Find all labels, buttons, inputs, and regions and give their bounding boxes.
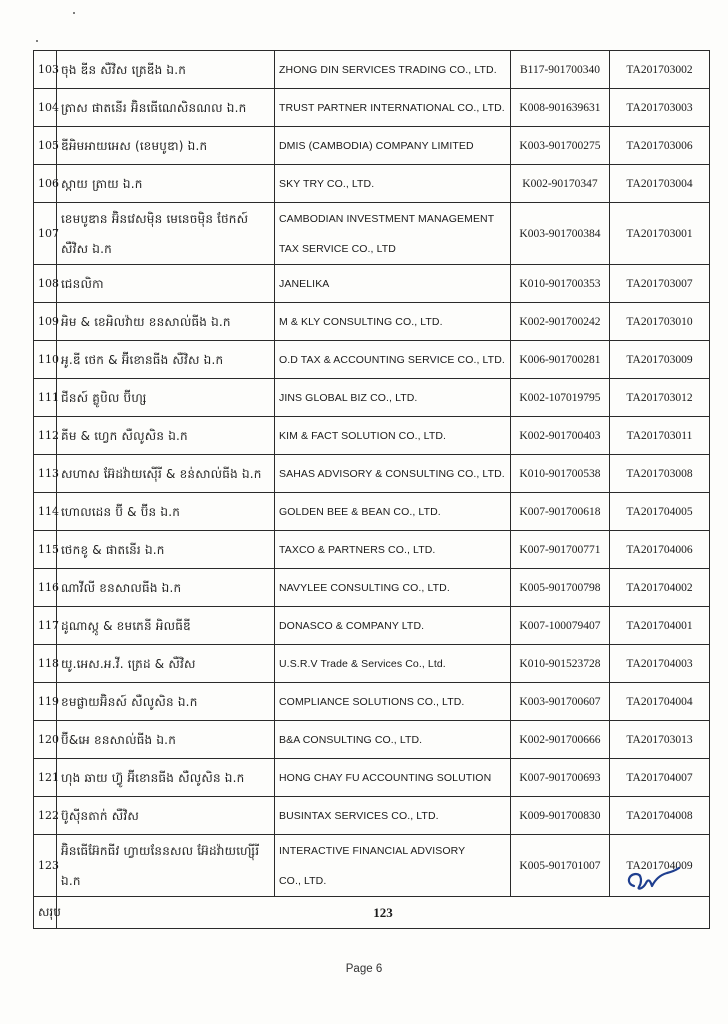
english-name-line: ZHONG DIN SERVICES TRADING CO., LTD. bbox=[279, 63, 497, 76]
english-name-line: INTERACTIVE FINANCIAL ADVISORY bbox=[279, 844, 466, 857]
khmer-name-cell bbox=[57, 203, 275, 265]
khmer-name-line: ហុង ឆាយ ហ៊្វូ អ៊ីខោនធីង សឺលូសិន ឯ.ក bbox=[61, 770, 245, 785]
english-name-cell bbox=[275, 759, 511, 797]
khmer-name-line: ថេកខូ & ផាតនើរ ឯ.ក bbox=[61, 542, 165, 557]
english-name-line: U.S.R.V Trade & Services Co., Ltd. bbox=[279, 657, 446, 670]
row-number: 117 bbox=[34, 607, 57, 645]
khmer-name-line: អ៊ិនធើអ៊ែកធីវ ហ្វាយនែនសល អ៊ែដវ៉ាយហ្ស៊ើរី bbox=[61, 843, 260, 858]
row-number: 123 bbox=[34, 835, 57, 897]
english-name-line: O.D TAX & ACCOUNTING SERVICE CO., LTD. bbox=[279, 353, 505, 366]
khmer-name-line: សហាស អ៊ែដវ៉ាយស៊ើរី & ខន់សាល់ធីង ឯ.ក bbox=[61, 466, 262, 481]
row-number: 119 bbox=[34, 683, 57, 721]
khmer-name-line: ឯ.ក bbox=[61, 873, 81, 888]
tin-cell: K008-901639631 bbox=[511, 89, 610, 127]
license-cell: TA201703002 bbox=[610, 51, 710, 89]
khmer-name-line: អិម & ខេអិលវ៉ាយ ខនសាល់ធីង ឯ.ក bbox=[61, 314, 231, 329]
table-row bbox=[34, 645, 710, 683]
license-cell: TA201703007 bbox=[610, 265, 710, 303]
english-name-cell bbox=[275, 341, 511, 379]
khmer-name-cell bbox=[57, 683, 275, 721]
khmer-name-cell bbox=[57, 379, 275, 417]
total-row bbox=[34, 897, 710, 929]
khmer-name-line: ហោលដេន ប៊ី & ប៊ីន ឯ.ក bbox=[61, 504, 181, 519]
english-name-line: TAX SERVICE CO., LTD bbox=[279, 242, 396, 255]
english-name-line: HONG CHAY FU ACCOUNTING SOLUTION bbox=[279, 771, 492, 784]
english-name-line: TRUST PARTNER INTERNATIONAL CO., LTD. bbox=[279, 101, 505, 114]
khmer-name-line: ណាវីលី ខនសាលធីង ឯ.ក bbox=[61, 580, 182, 595]
english-name-cell bbox=[275, 379, 511, 417]
english-name-line: KIM & FACT SOLUTION CO., LTD. bbox=[279, 429, 447, 442]
table-row bbox=[34, 721, 710, 759]
row-number: 104 bbox=[34, 89, 57, 127]
english-name-line: M & KLY CONSULTING CO., LTD. bbox=[279, 315, 443, 328]
english-name-cell bbox=[275, 645, 511, 683]
table-row bbox=[34, 127, 710, 165]
table-row bbox=[34, 569, 710, 607]
row-number: 122 bbox=[34, 797, 57, 835]
license-cell: TA201704006 bbox=[610, 531, 710, 569]
row-number: 116 bbox=[34, 569, 57, 607]
row-number: 107 bbox=[34, 203, 57, 265]
tin-cell: K007-901700771 bbox=[511, 531, 610, 569]
row-number: 114 bbox=[34, 493, 57, 531]
license-cell: TA201704002 bbox=[610, 569, 710, 607]
english-name-cell bbox=[275, 569, 511, 607]
tin-cell: K002-901700666 bbox=[511, 721, 610, 759]
row-number: 113 bbox=[34, 455, 57, 493]
khmer-name-cell bbox=[57, 721, 275, 759]
khmer-name-cell bbox=[57, 51, 275, 89]
english-name-line: DONASCO & COMPANY LTD. bbox=[279, 619, 425, 632]
english-name-line: GOLDEN BEE & BEAN CO., LTD. bbox=[279, 505, 441, 518]
tin-cell: K003-901700384 bbox=[511, 203, 610, 265]
english-name-cell bbox=[275, 683, 511, 721]
khmer-name-line: សឺវិស ឯ.ក bbox=[61, 241, 112, 256]
tin-cell: K002-901700242 bbox=[511, 303, 610, 341]
tin-cell: K002-107019795 bbox=[511, 379, 610, 417]
table-row bbox=[34, 417, 710, 455]
khmer-name-line: ឌីអិមអាយអេស (ខេមបូឌា) ឯ.ក bbox=[61, 138, 208, 153]
table-row bbox=[34, 203, 710, 265]
tin-cell: K007-901700618 bbox=[511, 493, 610, 531]
table-row bbox=[34, 165, 710, 203]
license-cell: TA201704007 bbox=[610, 759, 710, 797]
row-number: 112 bbox=[34, 417, 57, 455]
tin-cell: K010-901523728 bbox=[511, 645, 610, 683]
khmer-name-cell bbox=[57, 127, 275, 165]
khmer-name-line: ជីនស៍ គ្លូបិល ប៊ីហ្ស bbox=[61, 390, 147, 405]
license-cell: TA201704008 bbox=[610, 797, 710, 835]
license-cell: TA201703006 bbox=[610, 127, 710, 165]
english-name-cell bbox=[275, 607, 511, 645]
khmer-name-line: ប៊ូស៊ីនតាក់ សឺវិស bbox=[61, 808, 139, 823]
english-name-cell bbox=[275, 165, 511, 203]
english-name-cell bbox=[275, 265, 511, 303]
registry-table-body bbox=[34, 51, 710, 897]
khmer-name-cell bbox=[57, 607, 275, 645]
english-name-line: CO., LTD. bbox=[279, 874, 327, 887]
khmer-name-cell bbox=[57, 89, 275, 127]
khmer-name-line: ប៊ី&អេ ខនសាល់ធីង ឯ.ក bbox=[61, 732, 177, 747]
table-row bbox=[34, 683, 710, 721]
license-cell: TA201703013 bbox=[610, 721, 710, 759]
khmer-name-line: ត្រាស ផាតនើរ អ៊ិនធើណេសិនណល ឯ.ក bbox=[61, 100, 247, 115]
tin-cell: K006-901700281 bbox=[511, 341, 610, 379]
table-row bbox=[34, 51, 710, 89]
english-name-line: CAMBODIAN INVESTMENT MANAGEMENT bbox=[279, 212, 495, 225]
khmer-name-cell bbox=[57, 455, 275, 493]
table-row bbox=[34, 797, 710, 835]
tin-cell: K002-90170347 bbox=[511, 165, 610, 203]
row-number: 115 bbox=[34, 531, 57, 569]
tin-cell: K002-901700403 bbox=[511, 417, 610, 455]
row-number: 118 bbox=[34, 645, 57, 683]
tin-cell: K005-901700798 bbox=[511, 569, 610, 607]
signature-mark bbox=[622, 862, 682, 896]
english-name-cell bbox=[275, 417, 511, 455]
khmer-name-cell bbox=[57, 569, 275, 607]
row-number: 108 bbox=[34, 265, 57, 303]
khmer-name-line: ខមផ្លាយអ៊ិនស៍ សឺលូសិន ឯ.ក bbox=[61, 694, 198, 709]
khmer-name-cell bbox=[57, 265, 275, 303]
english-name-line: SAHAS ADVISORY & CONSULTING CO., LTD. bbox=[279, 467, 505, 480]
table-row bbox=[34, 89, 710, 127]
english-name-line: JINS GLOBAL BIZ CO., LTD. bbox=[279, 391, 418, 404]
english-name-cell bbox=[275, 89, 511, 127]
table-row bbox=[34, 835, 710, 897]
english-name-cell bbox=[275, 835, 511, 897]
license-cell: TA201703001 bbox=[610, 203, 710, 265]
table-row bbox=[34, 379, 710, 417]
english-name-line: NAVYLEE CONSULTING CO., LTD. bbox=[279, 581, 450, 594]
english-name-cell bbox=[275, 51, 511, 89]
khmer-name-line: គីម & ហ្វេក សឺលូសិន ឯ.ក bbox=[61, 428, 188, 443]
english-name-cell bbox=[275, 493, 511, 531]
table-row bbox=[34, 607, 710, 645]
khmer-name-line: អូ.ឌី ថេក & អ៊ីខោនធីង សឺវិស ឯ.ក bbox=[61, 352, 224, 367]
tin-cell: K003-901700607 bbox=[511, 683, 610, 721]
license-cell: TA201703003 bbox=[610, 89, 710, 127]
license-cell: TA201703011 bbox=[610, 417, 710, 455]
khmer-name-cell bbox=[57, 531, 275, 569]
khmer-name-line: ជេនលិកា bbox=[61, 276, 104, 291]
license-cell: TA201703009 bbox=[610, 341, 710, 379]
khmer-name-cell bbox=[57, 417, 275, 455]
license-cell: TA201704005 bbox=[610, 493, 710, 531]
khmer-name-line: យូ.អេស.អ.វី. ត្រេដ & សឺវិស bbox=[61, 656, 196, 671]
english-name-line: JANELIKA bbox=[279, 277, 330, 290]
license-cell: TA201704004 bbox=[610, 683, 710, 721]
english-name-line: DMIS (CAMBODIA) COMPANY LIMITED bbox=[279, 139, 474, 152]
khmer-name-cell bbox=[57, 493, 275, 531]
license-cell: TA201704003 bbox=[610, 645, 710, 683]
khmer-name-cell bbox=[57, 303, 275, 341]
table-row bbox=[34, 265, 710, 303]
table-row bbox=[34, 341, 710, 379]
license-cell: TA201703010 bbox=[610, 303, 710, 341]
english-name-cell bbox=[275, 531, 511, 569]
scan-speck bbox=[73, 12, 75, 14]
khmer-name-cell bbox=[57, 645, 275, 683]
table-row bbox=[34, 303, 710, 341]
license-cell: TA201704001 bbox=[610, 607, 710, 645]
table-row bbox=[34, 759, 710, 797]
row-number: 110 bbox=[34, 341, 57, 379]
registry-table bbox=[33, 50, 710, 929]
tin-cell: K003-901700275 bbox=[511, 127, 610, 165]
row-number: 121 bbox=[34, 759, 57, 797]
tin-cell: K010-901700538 bbox=[511, 455, 610, 493]
tin-cell: K010-901700353 bbox=[511, 265, 610, 303]
english-name-line: SKY TRY CO., LTD. bbox=[279, 177, 375, 190]
row-number: 111 bbox=[34, 379, 57, 417]
tin-cell: K005-901701007 bbox=[511, 835, 610, 897]
license-cell: TA201703008 bbox=[610, 455, 710, 493]
khmer-name-cell bbox=[57, 759, 275, 797]
khmer-name-cell bbox=[57, 341, 275, 379]
khmer-name-cell bbox=[57, 835, 275, 897]
english-name-line: TAXCO & PARTNERS CO., LTD. bbox=[279, 543, 436, 556]
khmer-name-cell bbox=[57, 797, 275, 835]
english-name-cell bbox=[275, 303, 511, 341]
english-name-cell bbox=[275, 127, 511, 165]
license-cell: TA201703012 bbox=[610, 379, 710, 417]
license-cell: TA201704009 bbox=[610, 835, 710, 897]
total-label: សរុប bbox=[34, 897, 57, 929]
row-number: 105 bbox=[34, 127, 57, 165]
english-name-cell bbox=[275, 203, 511, 265]
khmer-name-line: ដូណាស្កូ & ខមភេនី អិលធីឌី bbox=[61, 618, 191, 633]
khmer-name-line: ខេមបូឌាន អ៊ិនវេសម៉ិន មេនេចម៉ិន ថែកស៍ bbox=[61, 211, 249, 226]
table-row bbox=[34, 493, 710, 531]
khmer-name-cell bbox=[57, 165, 275, 203]
english-name-cell bbox=[275, 797, 511, 835]
english-name-cell bbox=[275, 721, 511, 759]
khmer-name-line: ស្កាយ ត្រាយ ឯ.ក bbox=[61, 176, 143, 191]
scan-speck bbox=[36, 40, 38, 42]
total-value: 123 bbox=[57, 897, 710, 929]
tin-cell: K007-100079407 bbox=[511, 607, 610, 645]
tin-cell: B117-901700340 bbox=[511, 51, 610, 89]
page-number: Page 6 bbox=[345, 963, 383, 975]
khmer-name-line: ចុង ឌីន សឺវិស ត្រេឌីង ឯ.ក bbox=[61, 62, 187, 77]
tin-cell: K007-901700693 bbox=[511, 759, 610, 797]
table-row bbox=[34, 531, 710, 569]
row-number: 103 bbox=[34, 51, 57, 89]
table-row bbox=[34, 455, 710, 493]
english-name-line: BUSINTAX SERVICES CO., LTD. bbox=[279, 809, 439, 822]
english-name-line: COMPLIANCE SOLUTIONS CO., LTD. bbox=[279, 695, 465, 708]
row-number: 106 bbox=[34, 165, 57, 203]
tin-cell: K009-901700830 bbox=[511, 797, 610, 835]
row-number: 120 bbox=[34, 721, 57, 759]
row-number: 109 bbox=[34, 303, 57, 341]
english-name-line: B&A CONSULTING CO., LTD. bbox=[279, 733, 423, 746]
english-name-cell bbox=[275, 455, 511, 493]
license-cell: TA201703004 bbox=[610, 165, 710, 203]
